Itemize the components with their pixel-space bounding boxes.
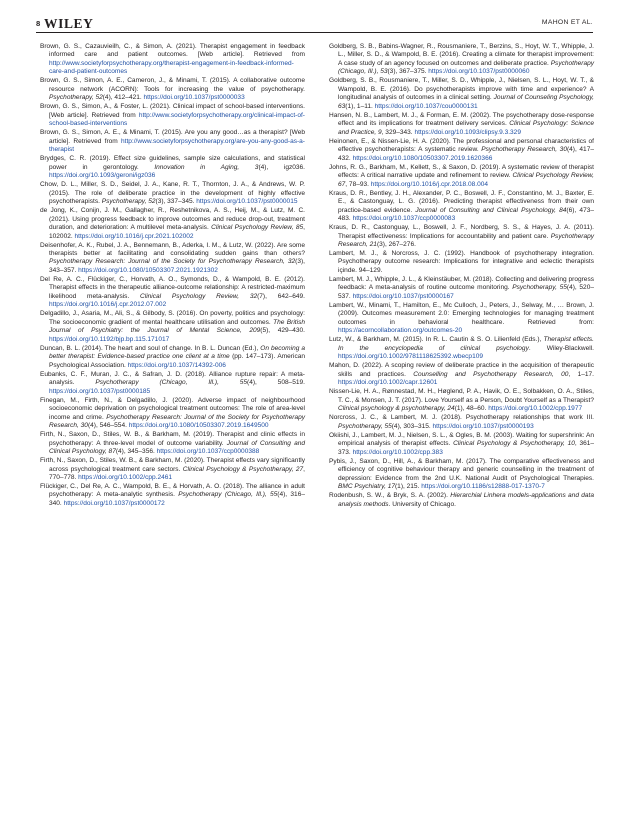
reference-journal: Journal of Counseling Psychology, 63 (338, 94, 594, 110)
reference-text: Hansen, N. B., Lambert, M. J., & Forman, E. M. (2002). The psychotherapy dose-response effect and its implications for treatment delivery services. (329, 111, 594, 128)
reference-text: Kraus, D. R., Castonguay, L., Boswell, J. F., Nordberg, S. S., & Hayes, J. A. (2011). Therapist effectiveness: Implications for accountability and patient care. (329, 224, 594, 240)
reference-link[interactable]: https://doi.org/10.1016/j.cpr.2021.102002 (74, 232, 194, 240)
reference-entry (40, 155, 305, 180)
reference-text: Brown, G. S., Simon, A., & Foster, L. (2021). Clinical impact of school-based interventions. [Web article]. Retrieved from (40, 103, 305, 119)
reference-journal: Psychotherapy Research, 21 (338, 232, 594, 248)
reference-entry (329, 77, 594, 111)
reference-journal: Psychotherapy (Chicago, Ill.), 55 (95, 379, 248, 387)
reference-link[interactable]: https://doi.org/10.1093/clipsy.9.3.329 (414, 128, 521, 136)
reference-link[interactable]: https://doi.org/10.1037/pst0000033 (143, 94, 245, 102)
reference-entry (329, 458, 594, 492)
reference-journal: Journal of Consulting and Clinical Psychology, 87 (49, 439, 305, 456)
reference-entry (329, 362, 594, 387)
reference-entry (329, 250, 594, 275)
reference-text: Johns, R. G., Barkham, M., Kellett, S., & Saxon, D. (2019). A systematic review of therapist effects: A critical narrative update and refinement to review. (329, 163, 594, 180)
references-left-column (40, 43, 305, 509)
publisher-logo: WILEY (44, 16, 94, 31)
reference-journal: Clinical Psychology Review, 85 (211, 224, 304, 232)
reference-entry (40, 181, 305, 206)
reference-link[interactable]: https://doi.org/10.1002/cpp.1977 (488, 405, 583, 413)
reference-entry (329, 224, 594, 249)
reference-journal: Psychotherapy, 55 (512, 284, 567, 292)
header-rule (36, 32, 593, 33)
reference-text: Brown, G. S., Cazauvieilh, C., & Simon, A. (2021). Therapist engagement in feedback informed care and patient outcomes. [Web article]. Retrieved from (40, 43, 305, 59)
reference-entry (329, 492, 594, 509)
reference-link[interactable]: https://doi.org/10.1037/pst0000185 (49, 387, 151, 395)
reference-text: Lambert, M. J., & Norcross, J. C. (1992). Handbook of psychotherapy integration. Psychotherapy outcome research: Implications for integrative and eclectic therapists içinde. 94–129. (329, 250, 594, 274)
reference-text: Firth, N., Saxon, D., Stiles, W. B., & Barkham, M. (2020). Therapist effects vary significantly across psychological treatment care sectors. (40, 457, 305, 473)
reference-details: (7), 642–649. (257, 292, 305, 300)
reference-entry (40, 129, 305, 154)
reference-text: Chow, D. L., Miller, S. D., Seidel, J. A., Kane, R. T., Thornton, J. A., & Andrews, W. P. (2015). The role of deliberate practice in the development of highly effective psychotherapists. (40, 181, 305, 206)
reference-text: Mahon, D. (2022). A scoping review of deliberate practice in the acquisition of therapeutic skills and practices. (329, 362, 594, 378)
reference-journal: Clinical psychology & psychotherapy, 24 (338, 405, 455, 413)
reference-entry (329, 43, 594, 77)
reference-text: Brown, G. S., Simon, A. E., & Minami, T. (2015). Are you any good…as a therapist? [Web article]. Retrieved from (40, 129, 305, 145)
reference-link[interactable]: http://www.societyforpsychotherapy.org/clinical-impact-of-school-based-interventions (49, 111, 305, 128)
reference-text: Finegan, M., Firth, N., & Delgadillo, J. (2020). Adverse impact of neighbourhood socioeconomic deprivation on psychological treatment outcomes: The role of area-level income and crime. (40, 396, 305, 421)
reference-link[interactable]: https://doi.org/10.1186/s12888-017-1370-7 (421, 483, 545, 491)
reference-entry (329, 190, 594, 224)
reference-entry (40, 242, 305, 276)
reference-entry (329, 336, 594, 361)
reference-details: , 329–343. (381, 128, 415, 136)
references-right-column (329, 43, 594, 510)
reference-journal: Innovation in Aging, 3 (154, 163, 259, 171)
reference-text: Goldberg, S. B., Rousmaniere, T., Miller, S. D., Whipple, J., Nielsen, S. L., Hoyt, W. T., & Wampold, B. E. (2016). Do psychotherapists improve with time and experience? A longitudinal analysis of outcomes in a clinical setting. (329, 77, 594, 102)
reference-link[interactable]: https://doi.org/10.1037/ccp0000388 (156, 448, 260, 456)
running-head: MAHON ET AL. (541, 19, 593, 26)
reference-details: (1), 48–60. (454, 405, 489, 413)
reference-details: (5), 429–430. (260, 327, 306, 335)
reference-entry (40, 345, 305, 370)
reference-journal: Clinical Psychology & Psychotherapy, 27 (182, 465, 304, 473)
reference-details: (4), 345–356. (115, 448, 157, 456)
reference-journal: Psychotherapy, 55 (338, 422, 392, 430)
reference-entry (40, 457, 305, 482)
reference-journal: Clinical Psychology Review, 32 (140, 292, 258, 300)
reference-details: , 102002. (49, 224, 305, 240)
reference-details: (4), 520–537. (338, 284, 594, 300)
reference-entry (329, 302, 594, 336)
reference-text: Delgadillo, J., Asaria, M., Ali, S., & Gilbody, S. (2016). On poverty, politics and psychology: The socioeconomic gradient of mental healthcare utilisation and outcomes. (40, 310, 305, 326)
reference-text: Kraus, D. R., Bentley, J. H., Alexander, P. C., Boswell, J. F., Constantino, M. J., Baxter, E. E., & Castonguay, L. G. (2016). Predicting therapist effectiveness from their own practice-based evidence. (329, 189, 594, 214)
reference-text: Lutz, W., & Barkham, M. (2015). In R. L. Cautin & S. O. Lilienfeld (Eds.), (329, 336, 544, 344)
reference-link[interactable]: https://doi.org/10.1002/cpp.383 (352, 448, 443, 456)
reference-entry (40, 103, 305, 128)
reference-details: . University of Chicago. (388, 500, 456, 508)
reference-link[interactable]: https://doi.org/10.1037/cou0000131 (374, 102, 478, 110)
reference-details: (3), 343–357. (49, 258, 305, 274)
reference-journal: Psychotherapy, 52 (49, 94, 103, 102)
reference-text: Lambert, M. J., Whipple, J. L., & Kleinstäuber, M. (2018). Collecting and delivering progress feedback: A meta-analysis of routine outcome monitoring. (329, 275, 594, 292)
reference-link[interactable]: https://doi.org/10.1037/pst0000015 (196, 198, 298, 206)
reference-details: (4), 417–432. (338, 146, 594, 162)
reference-link[interactable]: https://doi.org/10.1080/10503307.2019.1620366 (352, 154, 493, 162)
reference-details: (4), igz036. (258, 163, 305, 171)
reference-entry (329, 414, 594, 431)
reference-journal: Psychotherapy Research, 30 (481, 146, 567, 154)
page-number: 8 (36, 19, 41, 28)
reference-entry (329, 138, 594, 163)
reference-text: Del Re, A. C., Flückiger, C., Horvath, A. O., Symonds, D., & Wampold, B. E. (2012). Therapist effects in the therapeutic alliance-outcome relationship: A restricted-maximum likelihood meta-analysis. (40, 275, 305, 300)
reference-text: Norcross, J. C., & Lambert, M. J. (2018). Psychotherapy relationships that work III. (329, 414, 594, 422)
reference-details: , 770–778. (49, 465, 305, 481)
reference-details: , 78–93. (345, 180, 371, 188)
page-header (36, 17, 593, 37)
reference-journal: Psychotherapy (Chicago, Ill.), 53 (338, 59, 594, 76)
reference-entry (40, 43, 305, 77)
reference-entry (40, 276, 305, 310)
reference-text: Brydges, C. R. (2019). Effect size guidelines, sample size calculations, and statistical power in gerontology. (40, 155, 305, 171)
reference-entry (40, 207, 305, 241)
reference-journal: The British Journal of Psychiatry: the Journal of Mental Science, 209 (49, 318, 305, 335)
reference-entry (40, 371, 305, 396)
reference-link[interactable]: https://doi.org/10.1080/10503307.2021.1921302 (78, 266, 218, 274)
reference-journal: Psychotherapy (Chicago, Ill.), 55 (178, 491, 278, 499)
reference-text: Nissen-Lie, H. A., Rønnestad, M. H., Høglend, P. A., Havik, O. E., Solbakken, O. A., Stiles, T. C., & Monsen, J. T. (2017). Love Yourself as a Person, Doubt Yourself as a Therapist? (329, 388, 594, 404)
reference-entry (40, 77, 305, 102)
reference-journal: Clinical Psychology: Science and Practice, 9 (338, 120, 594, 136)
reference-journal: Journal of Consulting and Clinical Psychology, 84 (415, 206, 567, 214)
reference-entry (329, 432, 594, 457)
reference-link[interactable]: https://doi.org/10.1037/pst0000167 (352, 292, 454, 300)
reference-entry (329, 164, 594, 189)
reference-link[interactable]: https://doi.org/10.1192/bjp.bp.115.171017 (49, 335, 170, 343)
reference-journal: BMC Psychiatry, 17 (338, 483, 395, 491)
reference-details: (1), 1–11. (345, 102, 375, 110)
reference-entry (329, 388, 594, 413)
reference-link[interactable]: https://acorncollaboration.org/outcomes-20 (338, 327, 463, 335)
reference-entry (40, 397, 305, 431)
reference-entry (329, 112, 594, 137)
reference-text: Brown, G. S., Simon, A. E., Cameron, J., & Minami, T. (2015). A collaborative outcome resource network (ACORN): Tools for increasing the value of psychotherapy. (40, 77, 305, 93)
reference-journal: Therapist effects. In the encyclopedia of clinical psychology (338, 336, 594, 352)
reference-details: . Wiley-Blackwell. (528, 344, 594, 352)
reference-text: Okiishi, J., Lambert, M. J., Nielsen, S. L., & Ogles, B. M. (2003). Waiting for supershrink: An empirical analysis of therapist effects. (329, 431, 594, 448)
reference-entry (40, 483, 305, 508)
reference-link[interactable]: https://doi.org/10.1016/j.cpr.2018.08.004 (370, 180, 488, 188)
reference-text: Deisenhofer, A. K., Rubel, J. A., Bennemann, B., Aderka, I. M., & Lutz, W. (2022). Are some therapists better at facilitating and consolidating sudden gains than others? (40, 241, 305, 258)
reference-link[interactable]: https://doi.org/10.1037/pst0000193 (432, 422, 534, 430)
reference-text: Heinonen, E., & Nissen-Lie, H. A. (2020). The professional and personal characteristics of effective psychotherapists: A systematic review. (329, 137, 594, 154)
reference-link[interactable]: http://www.societyforpsychotherapy.org/therapist-engagement-in-feedback-informed-care-and-patient-outcomes (49, 59, 294, 76)
reference-text: Flückiger, C., Del Re, A. C., Wampold, B. E., & Horvath, A. O. (2018). The alliance in adult psychotherapy: A meta-analytic synthesis. (40, 483, 305, 499)
reference-entry (40, 431, 305, 456)
reference-details: (4), 303–315. (391, 422, 433, 430)
reference-details: (1), 215. (395, 483, 422, 491)
reference-entry (329, 276, 594, 301)
reference-link[interactable]: http://www.societyforpsychotherapy.org/are-you-any-good-as-a-therapist (49, 137, 305, 154)
reference-details: (3), 367–375. (387, 68, 429, 76)
reference-details: (4), 508–519. (247, 379, 305, 387)
reference-link[interactable]: https://doi.org/10.1037/pst0000060 (428, 68, 530, 76)
reference-details: (4), 546–554. (87, 422, 129, 430)
reference-link[interactable]: https://doi.org/10.1037/ccp0000083 (352, 215, 456, 223)
reference-journal: Psychotherapy Research: Journal of the Society for Psychotherapy Research, 30 (49, 413, 305, 430)
reference-journal: Psychotherapy, 52 (101, 198, 156, 206)
reference-details: (pp. 147–173). American Psychological Association. (49, 353, 305, 369)
reference-details: (4), 412–421. (102, 94, 144, 102)
reference-details: , 1–17. (568, 370, 594, 378)
reference-journal: Clinical Psychology & Psychotherapy, 10 (453, 440, 575, 448)
reference-link[interactable]: https://doi.org/10.1080/10503307.2019.1649500 (128, 422, 269, 430)
reference-link[interactable]: https://doi.org/10.1002/cpp.2461 (78, 473, 173, 481)
reference-link[interactable]: https://doi.org/10.1037/14392-006 (127, 361, 226, 369)
reference-text: Firth, N., Saxon, D., Stiles, W. B., & Barkham, M. (2019). Therapist and clinic effects in psychotherapy: A three-level model of outcome variability. (40, 431, 305, 447)
reference-journal: Counselling and Psychotherapy Research, 00 (413, 370, 569, 378)
reference-details: (4), 316–340. (49, 491, 305, 507)
reference-text: de Jong, K., Conijn, J. M., Gallagher, R., Reshetnikova, A. S., Heij, M., & Lutz, M. C. (2021). Using progress feedback to improve outcomes and reduce drop-out, treatment duration, and deterioration: A multilevel meta-analysis. (40, 207, 305, 232)
reference-journal: On becoming a better therapist: Evidence-based practice one client at a time (49, 344, 305, 361)
reference-text: Pybis, J., Saxon, D., Hill, A., & Barkham, M. (2017). The comparative effectiveness and efficiency of cognitive behaviour therapy and generic counselling in the treatment of depression: Evidence from the 2nd U.K. National Audit of Psychological Therapies. (329, 457, 594, 482)
reference-details: (3), 267–276. (376, 240, 416, 248)
reference-link[interactable]: https://doi.org/10.1037/pst0000172 (63, 499, 165, 507)
reference-details: (6), 473–483. (338, 206, 594, 223)
reference-link[interactable]: https://doi.org/10.1093/geroni/igz036 (49, 172, 156, 180)
reference-details: , 361–373. (338, 440, 595, 456)
reference-text: Rodenbush, S. W., & Bryk, S. A. (2002). (329, 492, 451, 500)
reference-text: Goldberg, S. B., Babins-Wagner, R., Rousmaniere, T., Berzins, S., Hoyt, W. T., Whipple, J. L., Miller, S. D., & Wampold, B. E. (2016). Creating a climate for therapist improvement: A case study of an agency focused on outcomes and deliberate practice. (329, 43, 594, 67)
reference-text: Duncan, B. L. (2014). The heart and soul of change. In B. L. Duncan (Ed.), (40, 344, 261, 352)
reference-entry (40, 310, 305, 344)
references-section (40, 43, 594, 818)
reference-link[interactable]: https://doi.org/10.1002/9781118625392.wbecp109 (338, 353, 483, 361)
reference-journal: Hierarchial Linhera models-applications and data analysis methods (338, 492, 594, 508)
reference-journal: Clinical Psychology Review, 67 (338, 172, 594, 188)
reference-link[interactable]: https://doi.org/10.1016/j.cpr.2012.07.002 (49, 301, 167, 309)
reference-link[interactable]: https://doi.org/10.1002/capr.12601 (338, 379, 438, 387)
reference-text: Eubanks, C. F., Muran, J. C., & Safran, J. D. (2018). Alliance rupture repair: A meta-analysis. (40, 370, 305, 387)
reference-journal: Psychotherapy Research: Journal of the Society for Psychotherapy Research, 32 (49, 258, 296, 266)
reference-details: (3), 337–345. (155, 198, 197, 206)
reference-text: Lambert, W., Minami, T., Hamilton, E., Mc Culloch, J., Peters, J., Selway, M., … Brown, J. (2009). Outcomes measurement 2.0: Emerging technologies for managing treatment outcomes in behavioral healthcare. Retrieved from: (329, 301, 594, 326)
